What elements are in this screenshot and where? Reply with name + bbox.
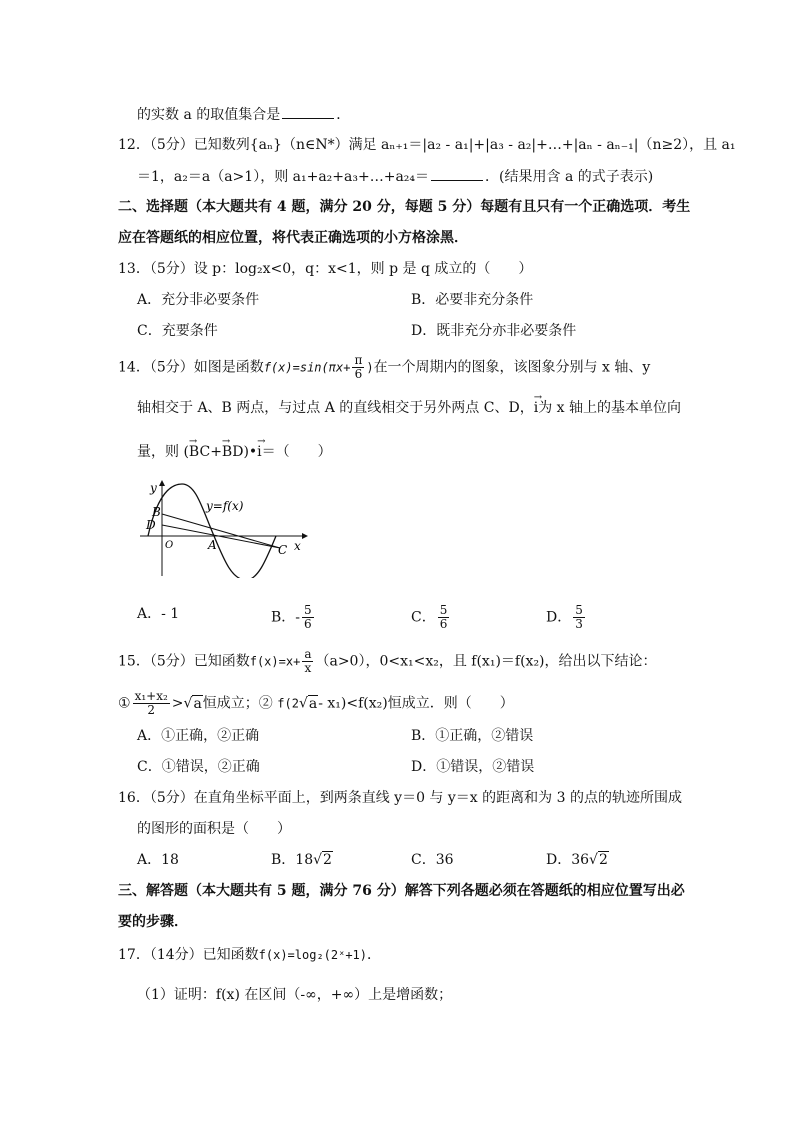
q14-option-d: D． $\frac{5}{3}$ — [546, 603, 583, 631]
q13-stem: 13．（5分）设 p：log₂x<0，q：x<1，则 p 是 q 成立的（ ） — [118, 261, 533, 277]
answer-blank — [282, 104, 334, 119]
q16-option-b: B．18√2 — [271, 852, 332, 868]
q17-part1: （1）证明：f(x) 在区间（-∞，+∞）上是增函数； — [137, 987, 453, 1003]
q13-option-c: C．充要条件 — [137, 323, 218, 339]
section2-heading-line2: 应在答题纸的相应位置，将代表正确选项的小方格涂黑． — [118, 230, 468, 246]
pi-over-six: $\frac{\pi}{6}$ — [354, 353, 363, 381]
answer-blank — [431, 166, 483, 181]
vector-bd: → BD — [222, 442, 244, 462]
q15-option-d: D．①错误，②错误 — [411, 759, 535, 775]
q14-option-b: B．- $\frac{5}{6}$ — [271, 603, 312, 631]
q14-graph-figure — [140, 478, 310, 578]
q12-line2: ＝1，a₂＝a（a>1），则 a₁+a₂+a₃+…+a₂₄＝ ．(结果用含 a 的式子表示) — [137, 166, 653, 187]
q14-stem-line1: 14．（5分）如图是函数f(x)=sin(πx+ $\frac{\pi}{6}$ )在一个周期内的图象，该图象分别与 x 轴、y — [118, 353, 651, 381]
section3-heading-line2: 要的步骤． — [118, 914, 188, 930]
q16-option-a: A．18 — [137, 852, 179, 868]
q15-option-c: C．①错误，②正确 — [137, 759, 260, 775]
q14-stem-line2: 轴相交于 A、B 两点，与过点 A 的直线相交于另外两点 C、D，→ i为 x 轴上的基本单位向 — [137, 398, 681, 418]
y-label: y — [150, 481, 157, 495]
q15-option-a: A．①正确，②正确 — [137, 728, 260, 744]
q14-option-c: C． $\frac{5}{6}$ — [411, 603, 448, 631]
q13-option-b: B．必要非充分条件 — [411, 292, 534, 308]
point-b-label: B — [152, 505, 161, 519]
x-axis-arrow — [302, 533, 308, 539]
q12-line1: 12．（5分）已知数列{aₙ}（n∈N*）满足 aₙ₊₁＝|a₂ - a₁|+|a₃ - a₂|+…+|aₙ - aₙ₋₁|（n≥2），且 a₁ — [118, 137, 736, 153]
origin-label: O — [165, 540, 174, 551]
q16-option-d: D．36√2 — [546, 852, 608, 868]
point-a-label: A — [208, 538, 217, 552]
line-bc — [162, 514, 280, 548]
q14-option-a: A．- 1 — [137, 606, 180, 622]
q15-stem-line1: 15．（5分）已知函数f(x)=x+ $\frac{a}{x}$ （a>0），0<x₁<x₂，且 f(x₁)＝f(x₂)，给出以下结论： — [118, 647, 657, 675]
q13-option-a: A．充分非必要条件 — [137, 292, 260, 308]
q15-conclusions: ① $\frac{\text{x₁+x₂}}{2}$ >√a恒成立；② f(2√a- x₁)<f(x₂)恒成立．则（ ） — [118, 689, 514, 717]
q16-stem-line2: 的图形的面积是（ ） — [137, 821, 291, 837]
x-label: x — [294, 539, 301, 553]
q16-stem-line1: 16．（5分）在直角坐标平面上，到两条直线 y＝0 与 y＝x 的距离和为 3 的点的轨迹所围成 — [118, 790, 682, 806]
point-c-label: C — [278, 543, 288, 557]
vector-i: → i — [257, 442, 261, 462]
q11-tail: 的实数 a 的取值集合是 ． — [137, 104, 350, 125]
curve-label: y=f(x) — [206, 499, 244, 513]
section2-heading-line1: 二、选择题（本大题共有 4 题，满分 20 分，每题 5 分）每题有且只有一个正确选项．考生 — [118, 199, 691, 215]
y-axis-arrow — [159, 480, 165, 486]
q16-option-c: C．36 — [411, 852, 454, 868]
q17-stem: 17．（14分）已知函数f(x)=log₂(2ˣ+1)． — [118, 947, 382, 963]
point-d-label: D — [146, 518, 156, 532]
vector-bc: → BC — [189, 442, 210, 462]
q15-option-b: B．①正确，②错误 — [411, 728, 534, 744]
q13-option-d: D．既非充分亦非必要条件 — [411, 323, 577, 339]
section3-heading-line1: 三、解答题（本大题共有 5 题，满分 76 分）解答下列各题必须在答题纸的相应位置写出必 — [118, 883, 685, 899]
vector-i: → i — [534, 398, 538, 418]
q14-stem-line3: 量，则 (→ BC+→ BD)•→ i＝（ ） — [137, 442, 332, 462]
